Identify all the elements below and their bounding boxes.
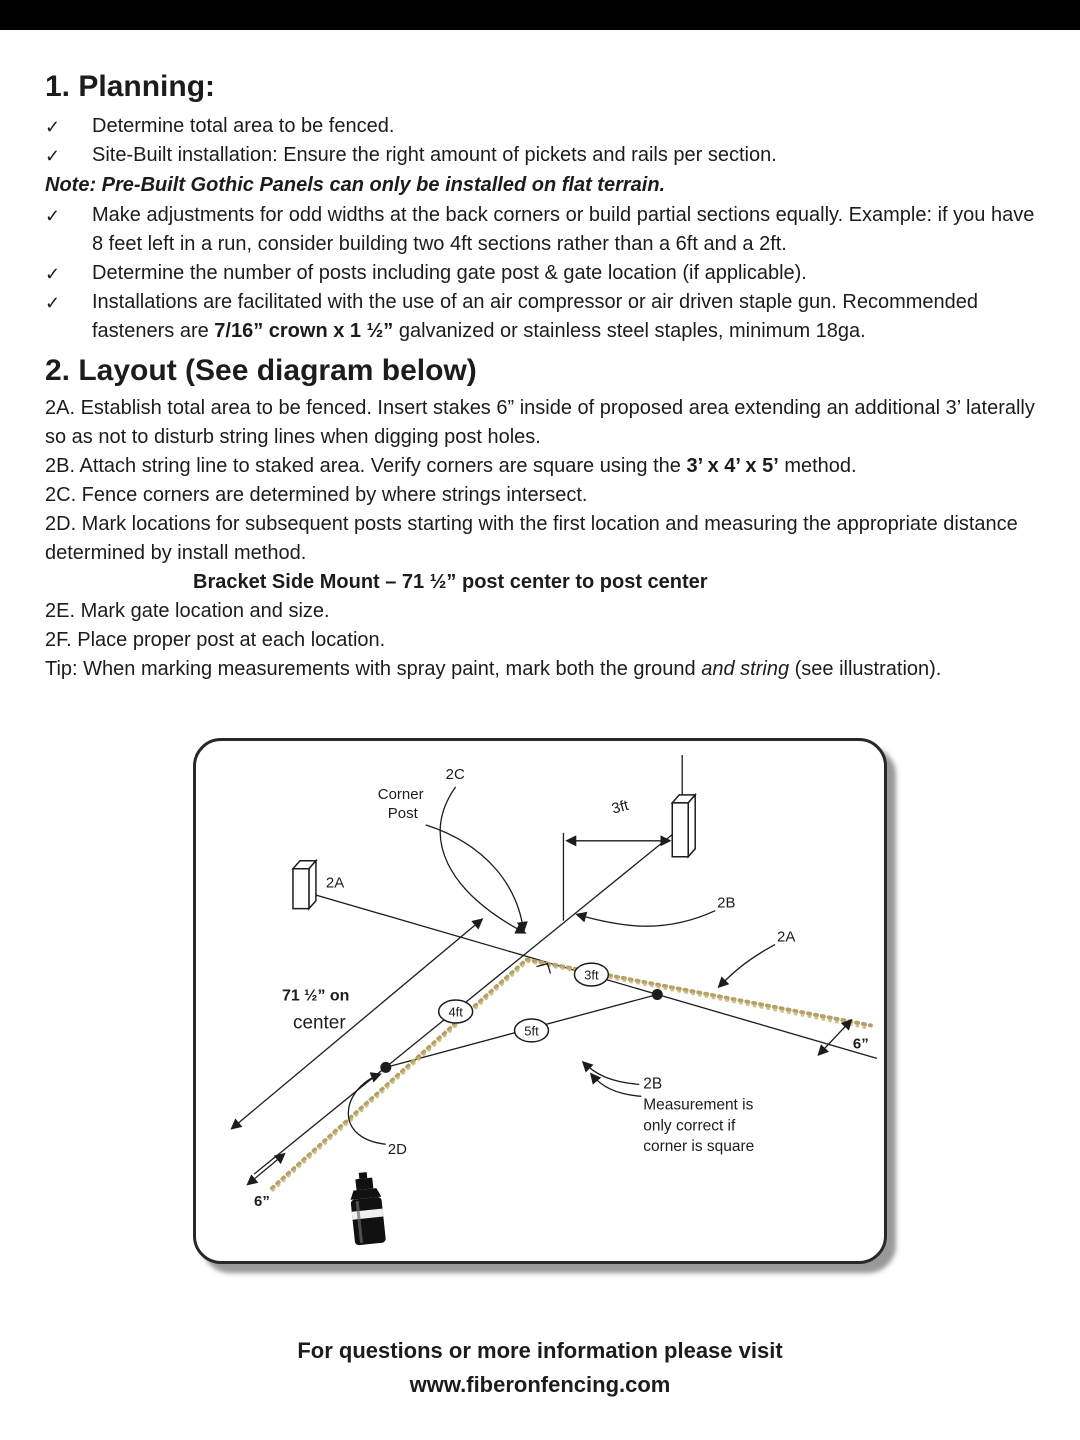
label-2c: 2C [445,765,465,783]
checkmark-icon: ✓ [45,117,61,137]
checklist-item [45,112,1035,141]
note-line: Note: Pre-Built Gothic Panels can only be installed on flat terrain. [45,174,666,196]
label-2b-note-2: Measurement is [643,1096,754,1114]
paragraph-2d: 2D. Mark locations for subsequent posts starting with the first location and measuring the appropriate distance determined by install method. [45,513,1018,564]
string-lines [254,755,877,1174]
checklist-item [45,259,1035,288]
label-2b-note-1: 2B [643,1075,663,1093]
label-2a-right: 2A [777,928,796,946]
section-1-title: 1. Planning: [45,70,216,103]
label-top-3ft: 3ft [609,796,631,818]
leader-2b-note-1 [583,1062,639,1084]
paragraph-tip: Tip: When marking measurements with spray paint, mark both the ground and string (see illustration). [45,658,942,680]
triangle-3ft-label: 3ft [584,967,599,983]
checklist-item-text: Site-Built installation: Ensure the right amount of pickets and rails per section. [92,144,777,166]
label-2b-note-4: corner is square [643,1138,755,1156]
label-2b-note-3: only correct if [643,1117,736,1135]
label-corner-post-2: Post [387,804,418,822]
right-angle-marker [537,964,551,974]
label-on-center-2: center [292,1012,346,1034]
leader-2b [577,911,715,927]
spray-paint-line [272,960,871,1191]
spray-can-icon [348,1171,386,1246]
leader-2a-right [719,945,775,987]
leader-2b-note-2 [591,1074,641,1096]
triangle-ovals [439,963,609,1042]
layout-diagram-svg [196,741,884,1261]
checkmark-icon: ✓ [45,293,61,313]
post-dot [380,1062,391,1073]
label-2d: 2D [387,1141,407,1159]
layout-diagram [193,738,887,1264]
document-page [0,30,1080,1402]
diagram-labels [254,766,869,1210]
paragraph-2b: 2B. Attach string line to staked area. Verify corners are square using the 3’ x 4’ x 5’ method. [45,455,857,477]
on-center-arrow [232,920,482,1129]
stake-icon-top-right [672,795,695,857]
footer-line-1: For questions or more information please visit [297,1338,783,1363]
label-2b-top: 2B [717,894,736,912]
post-dot [652,989,663,1000]
footer-url: www.fiberonfencing.com [409,1372,671,1398]
stake-icon-left [293,861,316,909]
footer [45,1334,1035,1402]
checkmark-icon: ✓ [45,206,61,226]
checklist-item [45,201,1035,259]
triangle-5ft-label: 5ft [524,1023,539,1039]
label-corner-post-1: Corner [377,785,424,803]
label-on-center-1: 71 ½” on [281,987,350,1005]
checkmark-icon: ✓ [45,146,61,166]
leader-2c [440,787,524,933]
section-2-title: 2. Layout (See diagram below) [45,354,477,387]
checklist-item-text: Installations are facilitated with the use of an air compressor or air driven staple gun. Recommended fasteners are 7/16” crown x 1 ½” galvanized or stainless steel staples, minimum 18ga. [92,291,979,342]
checkmark-icon: ✓ [45,264,61,284]
checklist-item-text: Determine total area to be fenced. [92,115,395,137]
checklist-item [45,141,1035,170]
left-6in-arrow [248,1154,284,1184]
paragraph-2e: 2E. Mark gate location and size. [45,600,330,622]
checklist-item-text: Make adjustments for odd widths at the back corners or build partial sections equally. Example: if you have 8 feet left in a run, consider building two 4ft sections rather than a 6ft and a 2ft. [92,204,1035,255]
paragraph-2c: 2C. Fence corners are determined by where strings intersect. [45,484,588,506]
bracket-side-mount-line: Bracket Side Mount – 71 ½” post center to post center [193,571,708,593]
label-6in-right: 6” [852,1035,869,1053]
scan-top-bar [0,0,1080,30]
checklist-item [45,288,1035,346]
label-2a-left: 2A [325,874,345,892]
checklist-item-text: Determine the number of posts including gate post & gate location (if applicable). [92,262,807,284]
triangle-4ft-label: 4ft [448,1004,463,1020]
paragraph-2a: 2A. Establish total area to be fenced. Insert stakes 6” inside of proposed area extending an additional 3’ laterally so as not to disturb string lines when digging post holes. [45,397,1035,448]
paragraph-2f: 2F. Place proper post at each location. [45,629,386,651]
leader-2d [348,1074,385,1144]
label-6in-left: 6” [254,1193,270,1211]
